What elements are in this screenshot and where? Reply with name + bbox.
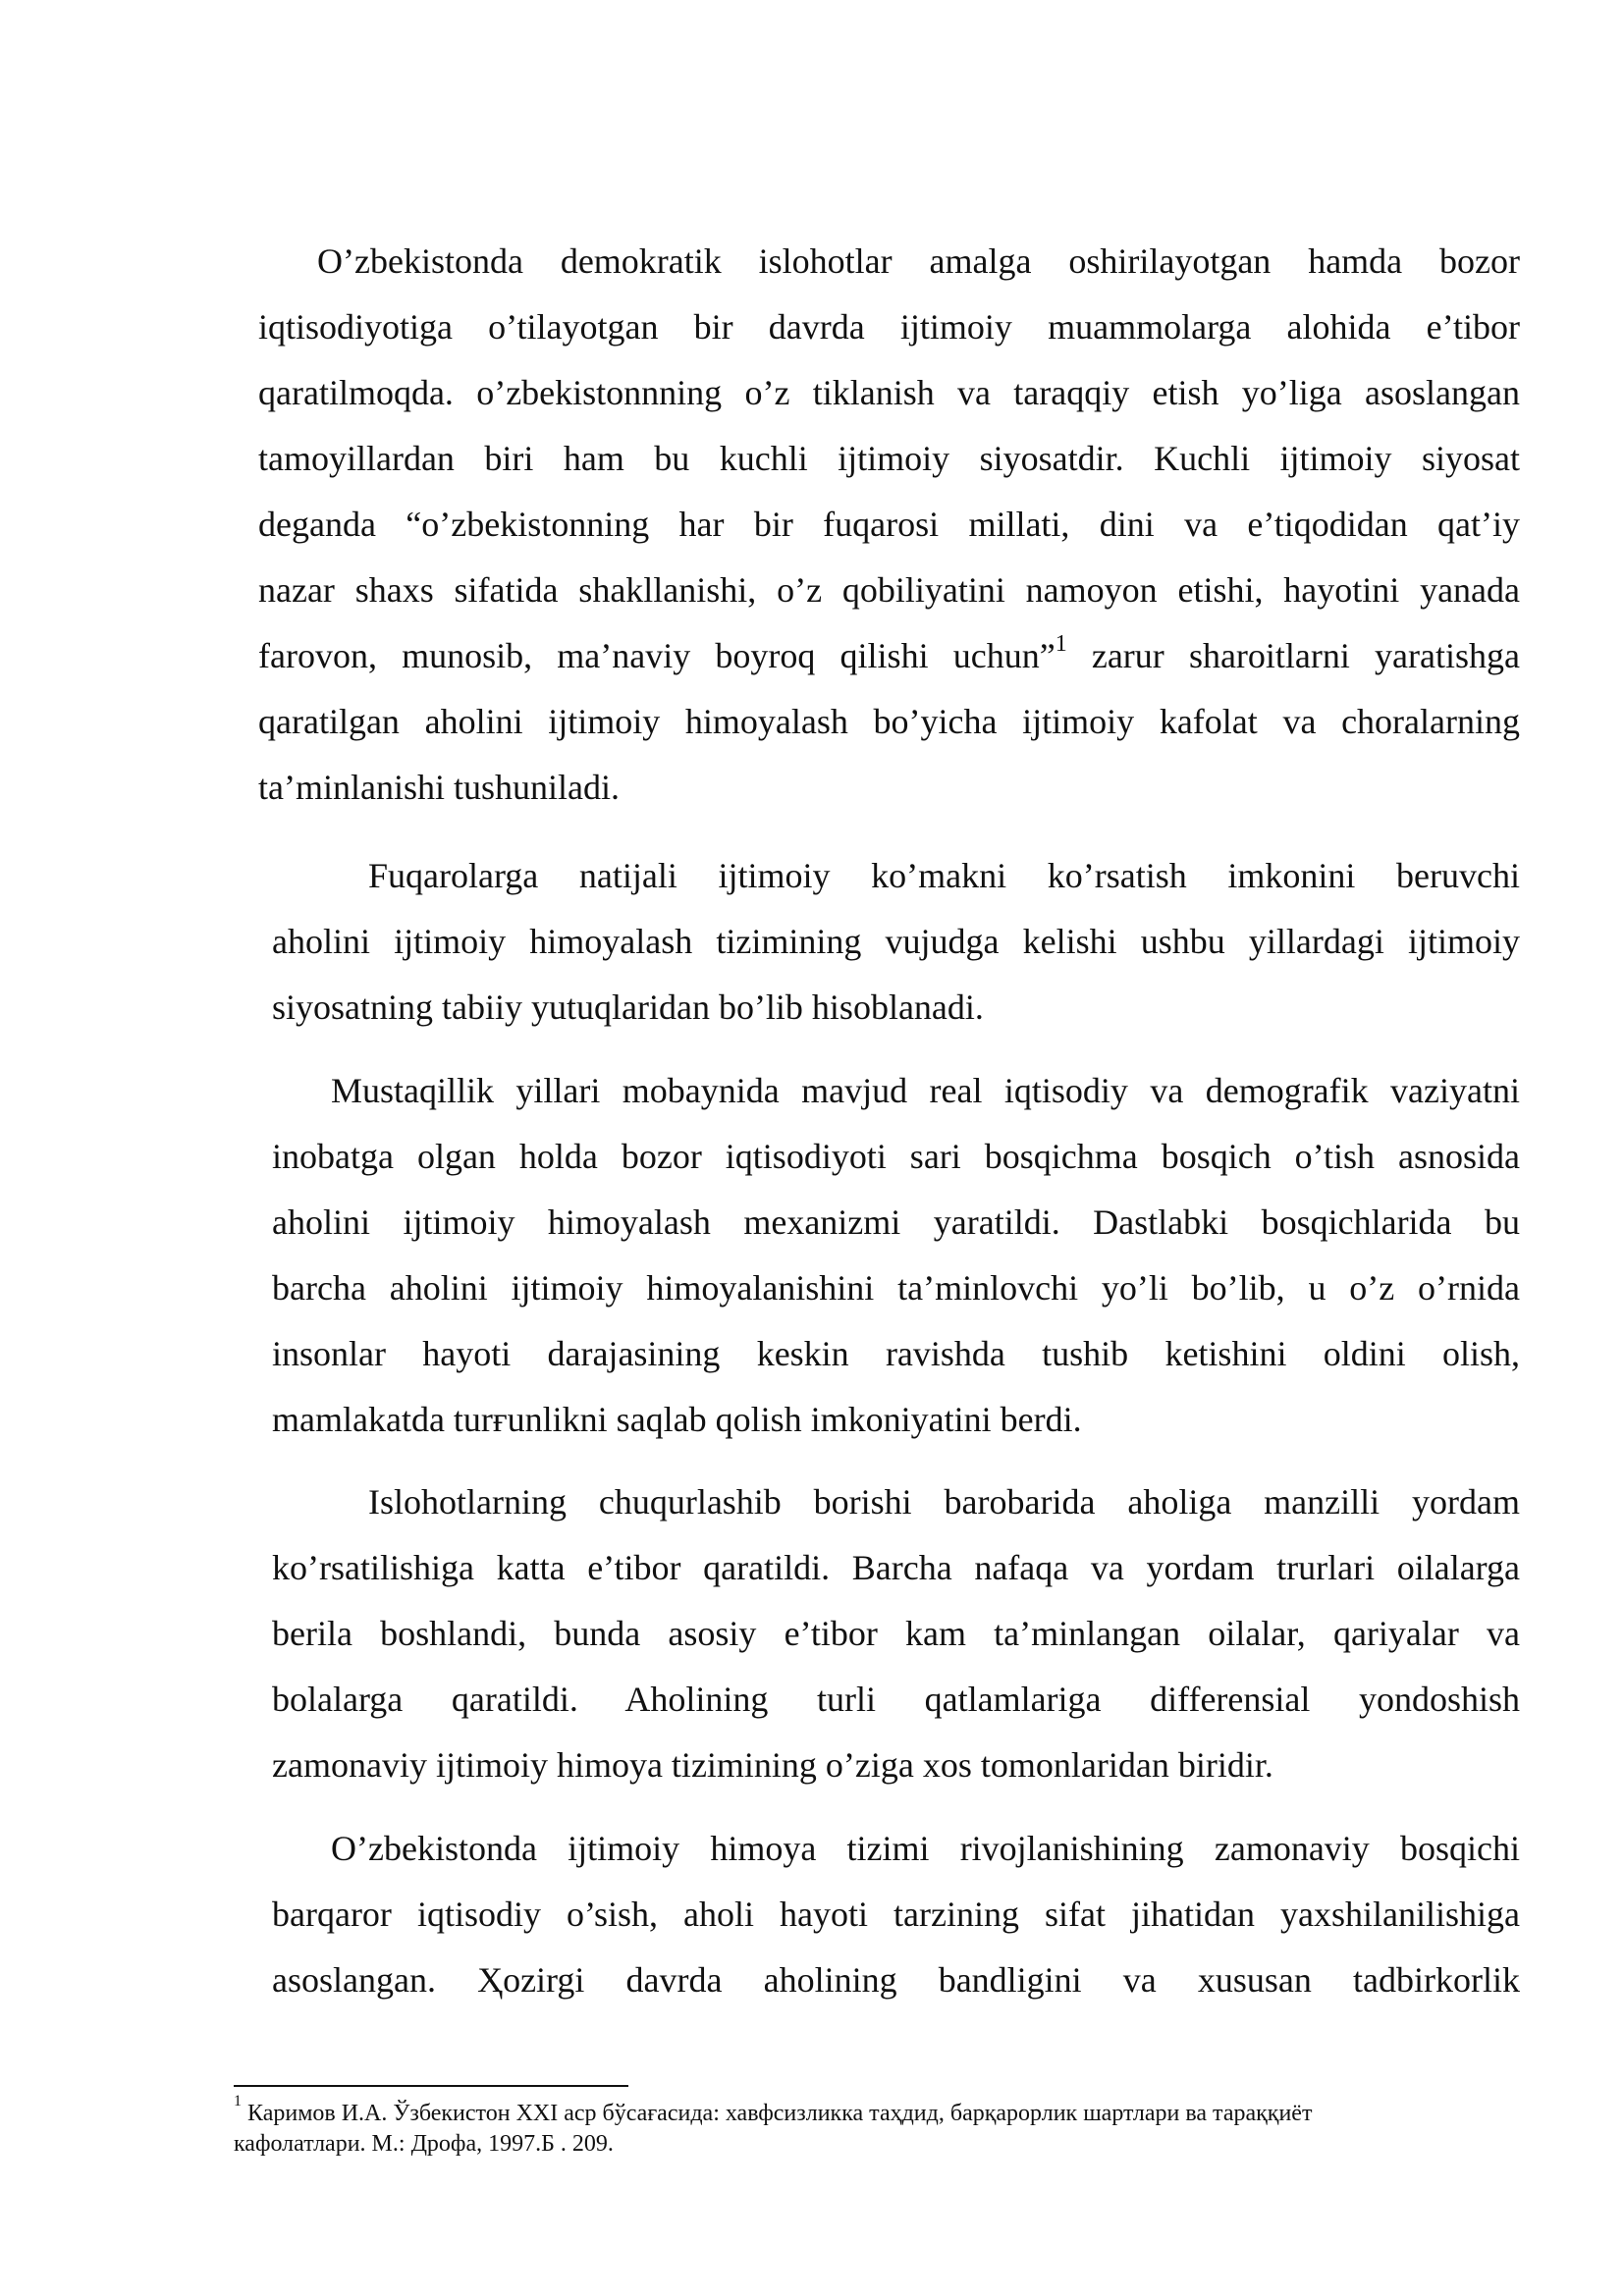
footnote-separator: [234, 2085, 628, 2087]
paragraph-1: [258, 229, 1520, 821]
paragraph-line-with-footnote: [258, 623, 1520, 689]
footnote-text: Каримов И.А. Ўзбекистон XXI аср бўсағасида: хавфсизликка таҳдид, барқарорлик шартлари ва тараққиёт: [242, 2101, 1313, 2126]
paragraph-line: berila boshlandi, bunda asosiy e’tibor kam ta’minlangan oilalar, qariyalar va: [272, 1614, 1520, 1653]
footnote-reference[interactable]: 1: [1055, 631, 1067, 657]
paragraph-line: insonlar hayoti darajasining keskin ravishda tushib ketishini oldini olish,: [272, 1334, 1520, 1373]
paragraph-line: siyosatning tabiiy yutuqlaridan bo’lib hisoblanadi.: [272, 988, 984, 1027]
paragraph-line: barqaror iqtisodiy o’sish, aholi hayoti tarzining sifat jihatidan yaxshilanilishiga: [272, 1895, 1520, 1934]
paragraph-line: qaratilmoqda. o’zbekistonnning o’z tiklanish va taraqqiy etish yo’liga asoslangan: [258, 373, 1520, 412]
paragraph-line: O’zbekistonda demokratik islohotlar amalga oshirilayotgan hamda bozor: [317, 241, 1520, 281]
paragraph-line: deganda “o’zbekistonning har bir fuqarosi millati, dini va e’tiqodidan qat’iy: [258, 505, 1520, 544]
paragraph-line: asoslangan. Ҳozirgi davrda aholining bandligini va xususan tadbirkorlik: [272, 1960, 1520, 2000]
paragraph-line: Fuqarolarga natijali ijtimoiy ko’makni ko’rsatish imkonini beruvchi: [368, 856, 1520, 895]
paragraph-line: ta’minlanishi tushuniladi.: [258, 768, 620, 807]
footnote: [234, 2093, 1520, 2160]
paragraph-line: inobatga olgan holda bozor iqtisodiyoti sari bosqichma bosqich o’tish asnosida: [272, 1137, 1520, 1176]
footnote-mark: 1: [234, 2093, 242, 2109]
paragraph-line: qaratilgan aholini ijtimoiy himoyalash bo’yicha ijtimoiy kafolat va choralarning: [258, 702, 1520, 741]
paragraph-2: [272, 843, 1520, 1041]
paragraph-line: ko’rsatilishiga katta e’tibor qaratildi. Barcha nafaqa va yordam trurlari oilalarga: [272, 1548, 1520, 1587]
paragraph-line: tamoyillardan biri ham bu kuchli ijtimoiy siyosatdir. Kuchli ijtimoiy siyosat: [258, 439, 1520, 478]
paragraph-line: bolalarga qaratildi. Aholining turli qatlamlariga differensial yondoshish: [272, 1680, 1520, 1719]
footnote-line: [234, 2093, 1520, 2129]
paragraph-3: [272, 1058, 1520, 1453]
paragraph-line: aholini ijtimoiy himoyalash mexanizmi yaratildi. Dastlabki bosqichlarida bu: [272, 1202, 1520, 1242]
paragraph-4: [272, 1469, 1520, 1798]
paragraph-line: nazar shaxs sifatida shakllanishi, o’z qobiliyatini namoyon etishi, hayotini yanada: [258, 570, 1520, 610]
paragraph-line: Mustaqillik yillari mobaynida mavjud real iqtisodiy va demografik vaziyatni: [331, 1071, 1520, 1110]
paragraph-line: barcha aholini ijtimoiy himoyalanishini ta’minlovchi yo’li bo’lib, u o’z o’rnida: [272, 1268, 1520, 1308]
paragraph-line: zamonaviy ijtimoiy himoya tizimining o’ziga xos tomonlaridan biridir.: [272, 1745, 1273, 1785]
paragraph-line: O’zbekistonda ijtimoiy himoya tizimi rivojlanishining zamonaviy bosqichi: [331, 1829, 1520, 1868]
paragraph-line: iqtisodiyotiga o’tilayotgan bir davrda ijtimoiy muammolarga alohida e’tibor: [258, 307, 1520, 347]
paragraph-text: farovon, munosib, ma’naviy boyroq qilishi uchun”: [258, 636, 1056, 675]
footnote-line: кафолатлари. М.: Дрофа, 1997.Б . 209.: [234, 2131, 614, 2157]
paragraph-5: [272, 1816, 1520, 2013]
paragraph-line: mamlakatda turғunlikni saqlab qolish imkoniyatini berdi.: [272, 1400, 1082, 1439]
paragraph-text: zarur sharoitlarni yaratishga: [1066, 636, 1520, 675]
paragraph-line: aholini ijtimoiy himoyalash tizimining vujudga kelishi ushbu yillardagi ijtimoiy: [272, 922, 1520, 961]
paragraph-line: Islohotlarning chuqurlashib borishi barobarida aholiga manzilli yordam: [368, 1482, 1520, 1522]
